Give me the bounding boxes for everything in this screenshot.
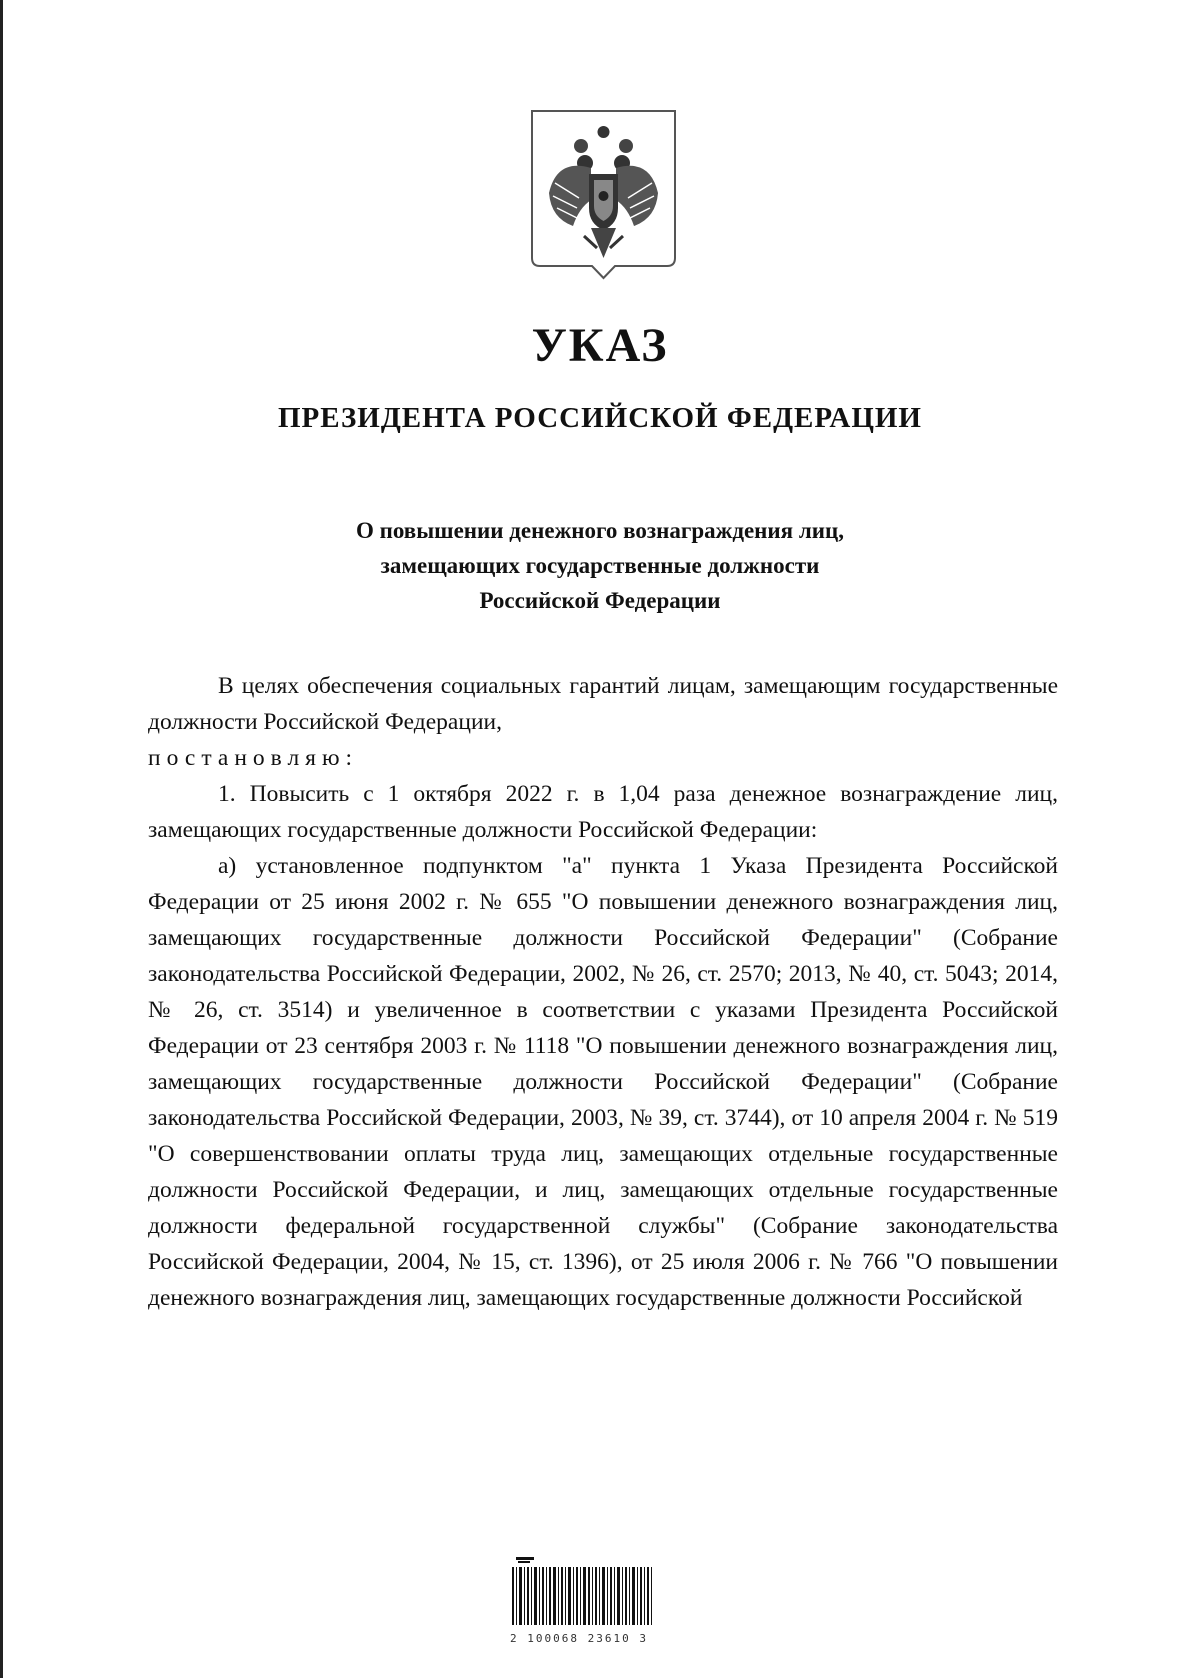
- barcode: [510, 1555, 670, 1650]
- heading-line: О повышении денежного вознаграждения лиц,: [355, 518, 845, 543]
- heading-line: Российской Федерации: [479, 588, 721, 613]
- paragraph-decree-word: постановляю:: [148, 745, 359, 771]
- heading-line: замещающих государственные должности: [380, 553, 820, 578]
- coat-of-arms-icon: [529, 108, 678, 280]
- paragraph-item-1: 1. Повысить с 1 октября 2022 г. в 1,04 раза денежное вознаграждение лиц, замещающих государственные должности Российской Федерации:: [148, 781, 1058, 843]
- document-heading: [150, 513, 1050, 618]
- document-subtitle: ПРЕЗИДЕНТА РОССИЙСКОЙ ФЕДЕРАЦИИ: [277, 402, 922, 434]
- document-body: [148, 668, 1058, 1316]
- barcode-icon: [510, 1555, 670, 1625]
- paragraph-preamble: В целях обеспечения социальных гарантий лицам, замещающим государственные должности Российской Федерации,: [148, 673, 1058, 735]
- paragraph-subitem-a: а) установленное подпунктом "а" пункта 1 Указа Президента Российской Федерации от 25 июня 2002 г. № 655 "О повышении денежного вознаграждения лиц, замещающих государственные должности Российской Федерации" (Собрание законодательства Российской Федерации, 2002, № 26, ст. 2570; 2013, № 40, ст. 5043; 2014, № 26, ст. 3514) и увеличенное в соответствии с указами Президента Российской Федерации от 23 сентября 2003 г. № 1118 "О повышении денежного вознаграждения лиц, замещающих государственные должности Российской Федерации" (Собрание законодательства Российской Федерации, 2003, № 39, ст. 3744), от 10 апреля 2004 г. № 519 "О совершенствовании оплаты труда лиц, замещающих отдельные государственные должности Российской Федерации, и лиц, замещающих отдельные государственные должности федеральной государственной службы" (Собрание законодательства Российской Федерации, 2004, № 15, ст. 1396), от 25 июля 2006 г. № 766 "О повышении денежного вознаграждения лиц, замещающих государственные должности Российской: [148, 853, 1058, 1311]
- barcode-number: 2 100068 23610 3: [510, 1632, 648, 1645]
- page-left-border: [0, 0, 3, 1678]
- document-title: УКАЗ: [531, 319, 669, 372]
